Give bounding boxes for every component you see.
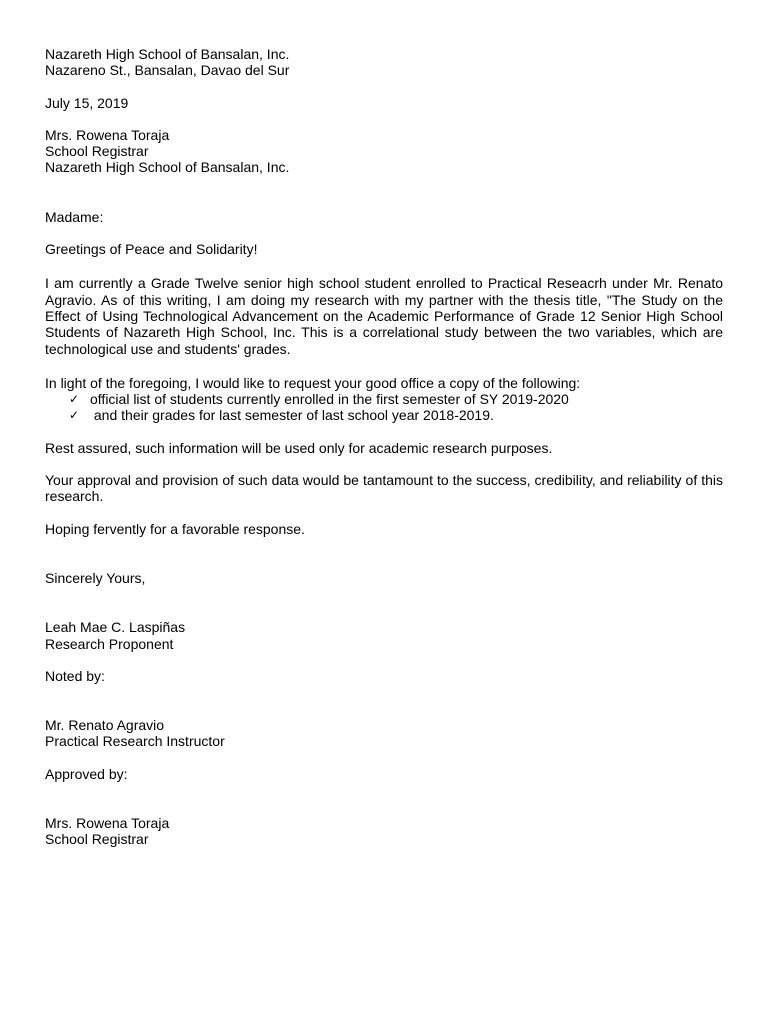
sender-address: Nazareno St., Bansalan, Davao del Sur	[45, 62, 290, 79]
body-paragraph-3: Rest assured, such information will be used only for academic research purposes.	[45, 439, 553, 456]
signatory-name: Leah Mae C. Laspiñas	[45, 619, 186, 636]
date-block	[45, 95, 723, 111]
sender-name: Nazareth High School of Bansalan, Inc.	[45, 46, 290, 62]
checkmark-icon: ✓	[69, 408, 80, 423]
request-list	[45, 391, 723, 424]
recipient-block	[45, 127, 723, 176]
greeting: Greetings of Peace and Solidarity!	[45, 241, 258, 258]
noted-role: Practical Research Instructor	[45, 733, 225, 750]
body-paragraph-1: I am currently a Grade Twelve senior high school student enrolled to Practical Reseacrh under Mr. Renato Agravio. As of this writing, I am doing my research with my partner with the thesis title, "The Study on the Effect of Using Technological Advancement on the Academic Performance of Grade 12 Senior High School Students of Nazareth High School, Inc. This is a correlational study between the two variables, which are technological use and students' grades.	[45, 275, 723, 357]
letter-page	[45, 46, 723, 848]
approved-role: School Registrar	[45, 831, 149, 848]
request-block	[45, 375, 723, 424]
request-item-text: official list of students currently enrolled in the first semester of SY 2019-2020	[90, 391, 569, 408]
letter-date: July 15, 2019	[45, 94, 129, 111]
approved-name: Mrs. Rowena Toraja	[45, 815, 170, 832]
salutation: Madame:	[45, 208, 104, 225]
approved-block	[45, 815, 723, 848]
closing: Sincerely Yours,	[45, 569, 146, 586]
approved-label: Approved by:	[45, 765, 128, 782]
request-item	[45, 391, 723, 407]
body-paragraph-4: Your approval and provision of such data would be tantamount to the success, credibility, and reliability of this research.	[45, 472, 723, 505]
recipient-title: School Registrar	[45, 143, 149, 160]
body-paragraph-5: Hoping fervently for a favorable response.	[45, 520, 305, 537]
signatory-block	[45, 619, 723, 652]
request-item	[45, 407, 723, 423]
sender-block	[45, 46, 723, 79]
noted-name: Mr. Renato Agravio	[45, 717, 165, 734]
recipient-organization: Nazareth High School of Bansalan, Inc.	[45, 159, 290, 176]
request-item-text: and their grades for last semester of last school year 2018-2019.	[90, 407, 494, 424]
signatory-role: Research Proponent	[45, 635, 174, 652]
noted-label: Noted by:	[45, 667, 105, 684]
noted-block	[45, 717, 723, 750]
request-intro: In light of the foregoing, I would like to request your good office a copy of the following:	[45, 374, 581, 391]
recipient-name: Mrs. Rowena Toraja	[45, 126, 170, 143]
checkmark-icon: ✓	[69, 392, 80, 407]
